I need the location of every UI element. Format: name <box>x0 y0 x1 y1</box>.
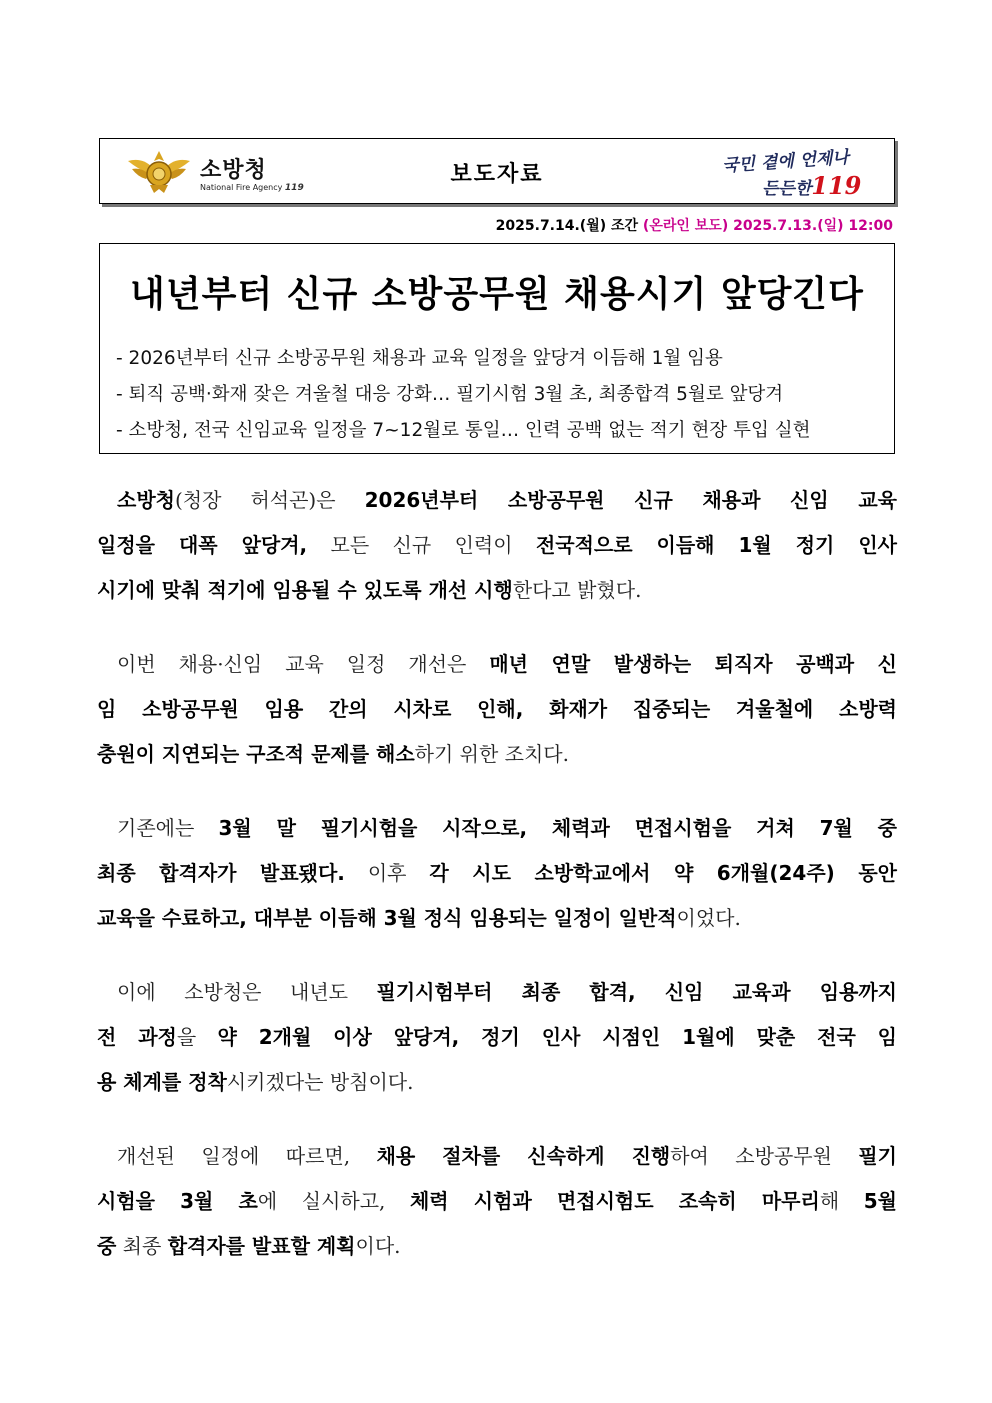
paragraph-line <box>97 970 897 1015</box>
subtitle-item: - 소방청, 전국 신임교육 일정을 7~12월로 통일… 인력 공백 없는 적기 현장 투입 실현 <box>116 420 811 441</box>
headline: 내년부터 신규 소방공무원 채용시기 앞당긴다 <box>130 274 864 315</box>
header-box <box>99 138 895 204</box>
text-bold: 채용 절차를 신속하게 진행 <box>376 1144 671 1168</box>
text-bold: 전 과정 <box>97 1025 177 1049</box>
text-normal: 이었다. <box>676 906 741 930</box>
online-time: 2025.7.13.(일) 12:00 <box>733 218 893 234</box>
body-paragraph-2 <box>97 642 897 777</box>
text-bold: 전국적으로 이듬해 1월 정기 인사 <box>535 533 897 557</box>
text-bold: 교육을 수료하고, 대부분 이듬해 3월 정식 임용되는 일정이 일반적 <box>97 906 677 930</box>
text-bold: 중 <box>97 1234 117 1258</box>
paragraph-line <box>97 806 897 851</box>
text-normal: 을 <box>176 1025 218 1049</box>
paragraph-line <box>97 896 897 941</box>
subtitle-list <box>116 341 810 449</box>
text-normal: (청장 허석곤)은 <box>174 488 365 512</box>
text-normal: 기존에는 <box>117 816 219 840</box>
text-bold: 충원이 지연되는 구조적 문제를 해소 <box>97 742 415 766</box>
press-release-label: 보도자료 <box>450 162 544 187</box>
text-bold: 합격자를 발표할 계획 <box>167 1234 356 1258</box>
text-normal: 시키겠다는 방침이다. <box>226 1070 414 1094</box>
text-bold: 각 시도 소방학교에서 약 6개월(24주) 동안 <box>429 861 897 885</box>
paragraph-line <box>97 851 897 896</box>
text-normal: 하여 소방공무원 <box>670 1144 859 1168</box>
text-normal: 최종 <box>116 1234 168 1258</box>
body-paragraph-4 <box>97 970 897 1105</box>
text-bold: 일정을 대폭 앞당겨, <box>97 533 308 557</box>
text-normal: 개선된 일정에 따르면, <box>117 1144 377 1168</box>
text-bold: 5월 <box>863 1189 897 1213</box>
text-bold: 최종 합격자가 발표됐다. <box>97 861 345 885</box>
text-bold: 2026년부터 소방공무원 신규 채용과 신임 교육 <box>364 488 897 512</box>
agency-name: 소방청 <box>200 158 267 183</box>
slogan-119: 119 <box>811 171 862 200</box>
paragraph-line <box>97 1015 897 1060</box>
body-paragraph-3 <box>97 806 897 941</box>
text-bold: 매년 연말 발생하는 퇴직자 공백과 신 <box>489 652 897 676</box>
paragraph-line <box>97 642 897 687</box>
text-normal: 에 실시하고, <box>257 1189 410 1213</box>
paragraph-line <box>97 1060 897 1105</box>
body-paragraph-1 <box>97 478 897 613</box>
slogan-line2-text: 든든한 <box>762 179 812 199</box>
text-normal: 이에 소방청은 내년도 <box>117 980 377 1004</box>
text-bold: 필기시험부터 최종 합격, 신임 교육과 임용까지 <box>376 980 898 1004</box>
text-normal: 이번 채용·신임 교육 일정 개선은 <box>117 652 490 676</box>
subtitle-item: - 퇴직 공백·화재 잦은 겨울철 대응 강화… 필기시험 3월 초, 최종합격 5월로 앞당겨 <box>116 384 784 405</box>
embargo-date: 2025.7.14.(월) 조간 <box>495 218 639 234</box>
text-bold: 소방청 <box>117 488 175 512</box>
title-box <box>99 243 895 454</box>
subtitle-item: - 2026년부터 신규 소방공무원 채용과 교육 일정을 앞당겨 이듬해 1월 임용 <box>116 348 723 369</box>
body-paragraph-5 <box>97 1134 897 1269</box>
text-bold: 용 체계를 정착 <box>97 1070 227 1094</box>
paragraph-line <box>97 478 897 523</box>
agency-name-en-text: National Fire Agency <box>200 183 283 192</box>
text-normal: 하기 위한 조치다. <box>414 742 569 766</box>
text-normal: 이다. <box>355 1234 401 1258</box>
paragraph-line <box>97 687 897 732</box>
slogan-line2 <box>762 171 861 200</box>
text-bold: 필기 <box>858 1144 897 1168</box>
text-bold: 임 소방공무원 임용 간의 시차로 인해, 화재가 집중되는 겨울철에 소방력 <box>97 697 897 721</box>
text-bold: 3월 말 필기시험을 시작으로, 체력과 면접시험을 거쳐 7월 중 <box>218 816 897 840</box>
agency-119: 119 <box>284 183 304 193</box>
paragraph-line <box>97 732 897 777</box>
paragraph-line <box>97 1179 897 1224</box>
paragraph-line <box>97 523 897 568</box>
paragraph-line <box>97 1224 897 1269</box>
text-bold: 시험을 3월 초 <box>97 1189 258 1213</box>
text-normal: 모든 신규 인력이 <box>307 533 536 557</box>
text-normal: 한다고 밝혔다. <box>512 578 642 602</box>
online-label: (온라인 보도) <box>642 218 729 234</box>
slogan <box>716 145 876 199</box>
slogan-line1: 국민 곁에 언제나 <box>721 147 850 177</box>
text-bold: 체력 시험과 면접시험도 조속히 마무리 <box>409 1189 820 1213</box>
text-normal: 해 <box>819 1189 864 1213</box>
paragraph-line <box>97 1134 897 1179</box>
text-bold: 약 2개월 이상 앞당겨, 정기 인사 시점인 1월에 맞춘 전국 임 <box>217 1025 897 1049</box>
text-bold: 시기에 맞춰 적기에 임용될 수 있도록 개선 시행 <box>97 578 513 602</box>
text-normal: 이후 <box>344 861 430 885</box>
dateline <box>496 215 893 235</box>
paragraph-line <box>97 568 897 613</box>
